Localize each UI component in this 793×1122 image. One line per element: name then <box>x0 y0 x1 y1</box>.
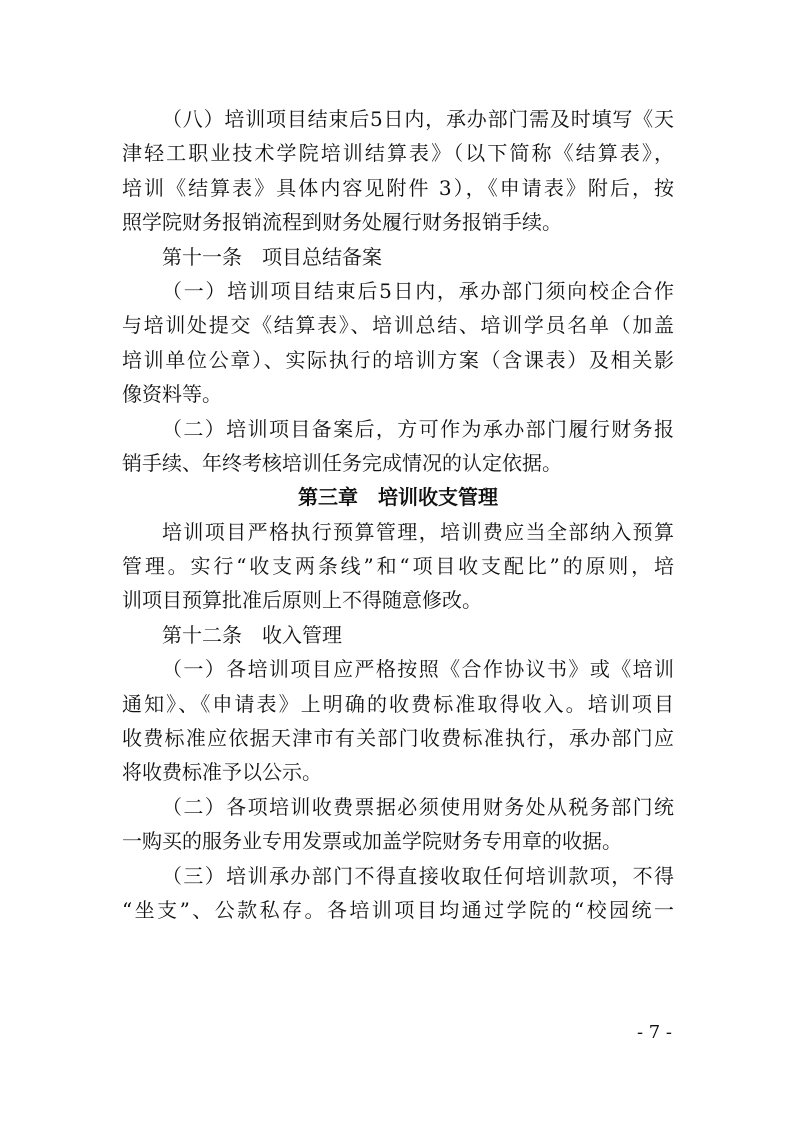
paragraph-line: 像资料等。 <box>122 382 222 407</box>
paragraph-line: （一）各培训项目应严格按照《合作协议书》或《培训 <box>162 657 674 682</box>
paragraph-line: 将收费标准予以公示。 <box>122 760 322 785</box>
paragraph-line: 训项目预算批准后原则上不得随意修改。 <box>122 588 482 613</box>
paragraph-line: 通知》、《申请表》上明确的收费标准取得收入。培训项目 <box>122 691 674 716</box>
paragraph-line: 津轻工职业技术学院培训结算表》（以下简称《结算表》， <box>122 141 674 166</box>
paragraph-line: 管理。实行“收支两条线”和“项目收支配比”的原则，培 <box>122 554 674 579</box>
paragraph-line: 一购买的服务业专用发票或加盖学院财务专用章的收据。 <box>122 829 622 854</box>
paragraph-line: 培训《结算表》具体内容见附件 3），《申请表》附后，按 <box>122 175 674 200</box>
paragraph-line: “坐支”、公款私存。各培训项目均通过学院的“校园统一 <box>122 897 674 922</box>
paragraph-line: 培训单位公章）、实际执行的培训方案（含课表）及相关影 <box>122 347 674 372</box>
paragraph-line: （一）培训项目结束后5日内，承办部门须向校企合作 <box>162 278 674 303</box>
article-heading-11: 第十一条 项目总结备案 <box>162 244 382 269</box>
document-body <box>122 102 674 927</box>
paragraph-line: 培训项目严格执行预算管理，培训费应当全部纳入预算 <box>162 519 674 544</box>
page-number: - 7 - <box>636 1022 672 1043</box>
paragraph-line: 销手续、年终考核培训任务完成情况的认定依据。 <box>122 450 562 475</box>
paragraph-line: （八）培训项目结束后5日内，承办部门需及时填写《天 <box>162 107 674 131</box>
paragraph-line: 照学院财务报销流程到财务处履行财务报销手续。 <box>122 210 562 235</box>
paragraph-line: （三）培训承办部门不得直接收取任何培训款项，不得 <box>162 863 674 888</box>
article-heading-12: 第十二条 收入管理 <box>162 622 342 647</box>
paragraph-line: 与培训处提交《结算表》、培训总结、培训学员名单（加盖 <box>122 313 674 338</box>
chapter-heading: 第三章 培训收支管理 <box>298 485 498 510</box>
paragraph-line: （二）培训项目备案后，方可作为承办部门履行财务报 <box>162 416 674 441</box>
paragraph-line: （二）各项培训收费票据必须使用财务处从税务部门统 <box>162 794 674 819</box>
paragraph-line: 收费标准应依据天津市有关部门收费标准执行，承办部门应 <box>122 726 674 751</box>
